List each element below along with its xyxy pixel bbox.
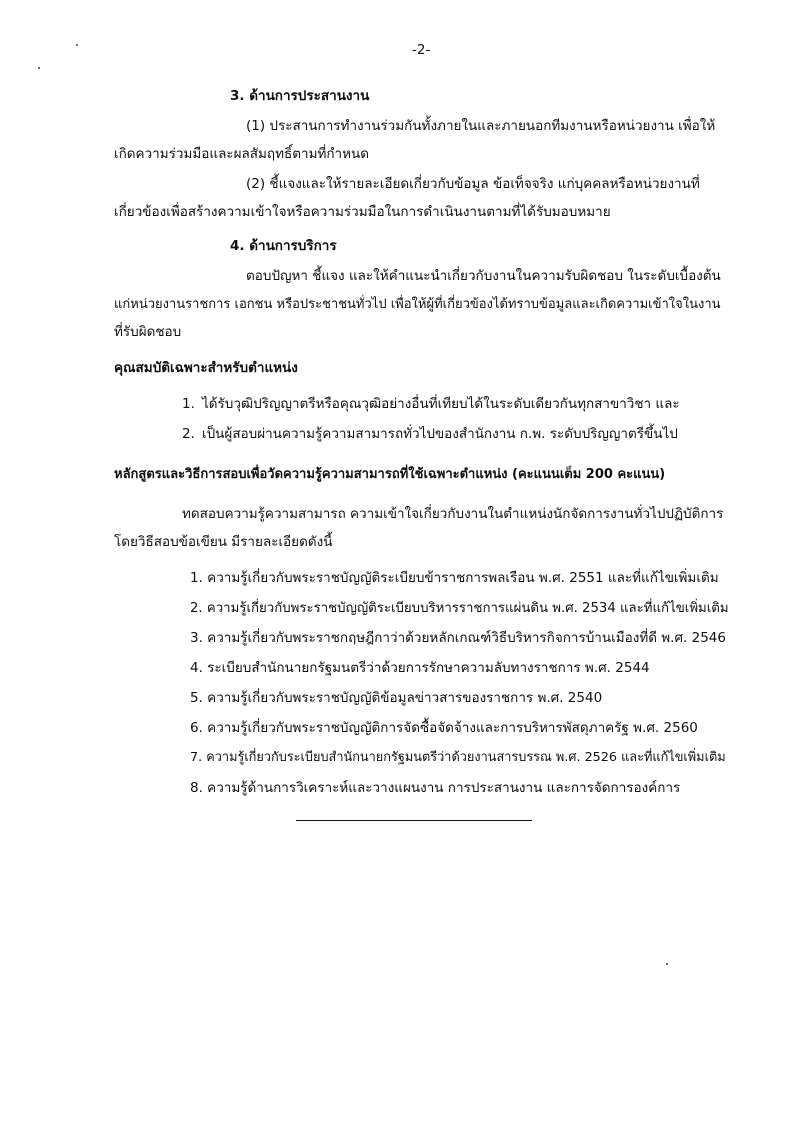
scan-speck — [666, 963, 668, 965]
exam-intro-line-2: โดยวิธีสอบข้อเขียน มีรายละเอียดดังนี้ — [114, 534, 333, 550]
qualification-1-text: ได้รับวุฒิปริญญาตรีหรือคุณวุฒิอย่างอื่นที่เทียบได้ในระดับเดียวกันทุกสาขาวิชา และ — [202, 396, 680, 412]
section-4-line-3: ที่รับผิดชอบ — [114, 324, 182, 340]
section-4-line-1: ตอบปัญหา ชี้แจง และให้คำแนะนำเกี่ยวกับงานในความรับผิดชอบ ในระดับเบื้องต้น — [246, 268, 721, 284]
section-3-item-2-line-1: (2) ชี้แจงและให้รายละเอียดเกี่ยวกับข้อมูล ข้อเท็จจริง แก่บุคคลหรือหน่วยงานที่ — [246, 176, 700, 192]
section-3-item-1-line-2: เกิดความร่วมมือและผลสัมฤทธิ์ตามที่กำหนด — [114, 146, 370, 162]
scan-speck — [38, 67, 40, 69]
section-3-heading: 3. ด้านการประสานงาน — [230, 88, 370, 104]
exam-item-7: 7. ความรู้เกี่ยวกับระเบียบสำนักนายกรัฐมนตรีว่าด้วยงานสารบรรณ พ.ศ. 2526 และที่แก้ไขเพิ่มเติม — [190, 750, 726, 765]
qualification-1-number: 1. — [182, 396, 195, 412]
qualification-2-number: 2. — [182, 426, 195, 442]
exam-item-2: 2. ความรู้เกี่ยวกับพระราชบัญญัติระเบียบบริหารราชการแผ่นดิน พ.ศ. 2534 และที่แก้ไขเพิ่มเติม — [190, 601, 729, 616]
exam-intro-line-1: ทดสอบความรู้ความสามารถ ความเข้าใจเกี่ยวกับงานในตำแหน่งนักจัดการงานทั่วไปปฏิบัติการ — [182, 506, 724, 522]
section-3-item-2-line-2: เกี่ยวข้องเพื่อสร้างความเข้าใจหรือความร่วมมือในการดำเนินงานตามที่ได้รับมอบหมาย — [114, 204, 611, 220]
page-number: -2- — [412, 42, 431, 58]
exam-item-8: 8. ความรู้ด้านการวิเคราะห์และวางแผนงาน การประสานงาน และการจัดการองค์การ — [190, 780, 681, 796]
scan-speck — [76, 44, 78, 46]
closing-divider — [296, 820, 532, 821]
exam-item-6: 6. ความรู้เกี่ยวกับพระราชบัญญัติการจัดซื้อจัดจ้างและการบริหารพัสดุภาครัฐ พ.ศ. 2560 — [190, 720, 698, 736]
exam-item-3: 3. ความรู้เกี่ยวกับพระราชกฤษฎีกาว่าด้วยหลักเกณฑ์วิธีบริหารกิจการบ้านเมืองที่ดี พ.ศ. 2546 — [190, 630, 726, 646]
exam-item-4: 4. ระเบียบสำนักนายกรัฐมนตรีว่าด้วยการรักษาความลับทางราชการ พ.ศ. 2544 — [190, 660, 650, 676]
exam-item-5: 5. ความรู้เกี่ยวกับพระราชบัญญัติข้อมูลข่าวสารของราชการ พ.ศ. 2540 — [190, 690, 603, 706]
section-3-item-1-line-1: (1) ประสานการทำงานร่วมกันทั้งภายในและภายนอกทีมงานหรือหน่วยงาน เพื่อให้ — [246, 118, 716, 134]
qualifications-heading: คุณสมบัติเฉพาะสำหรับตำแหน่ง — [114, 360, 298, 376]
qualification-2-text: เป็นผู้สอบผ่านความรู้ความสามารถทั่วไปของสำนักงาน ก.พ. ระดับปริญญาตรีขึ้นไป — [202, 426, 678, 442]
section-4-heading: 4. ด้านการบริการ — [230, 238, 337, 254]
exam-heading: หลักสูตรและวิธีการสอบเพื่อวัดความรู้ความสามารถที่ใช้เฉพาะตำแหน่ง (คะแนนเต็ม 200 คะแนน) — [114, 467, 666, 482]
section-4-line-2: แก่หน่วยงานราชการ เอกชน หรือประชาชนทั่วไป เพื่อให้ผู้ที่เกี่ยวข้องได้ทราบข้อมูลและเกิดความเข้าใจในงาน — [114, 297, 721, 312]
exam-item-1: 1. ความรู้เกี่ยวกับพระราชบัญญัติระเบียบข้าราชการพลเรือน พ.ศ. 2551 และที่แก้ไขเพิ่มเติม — [190, 570, 719, 586]
